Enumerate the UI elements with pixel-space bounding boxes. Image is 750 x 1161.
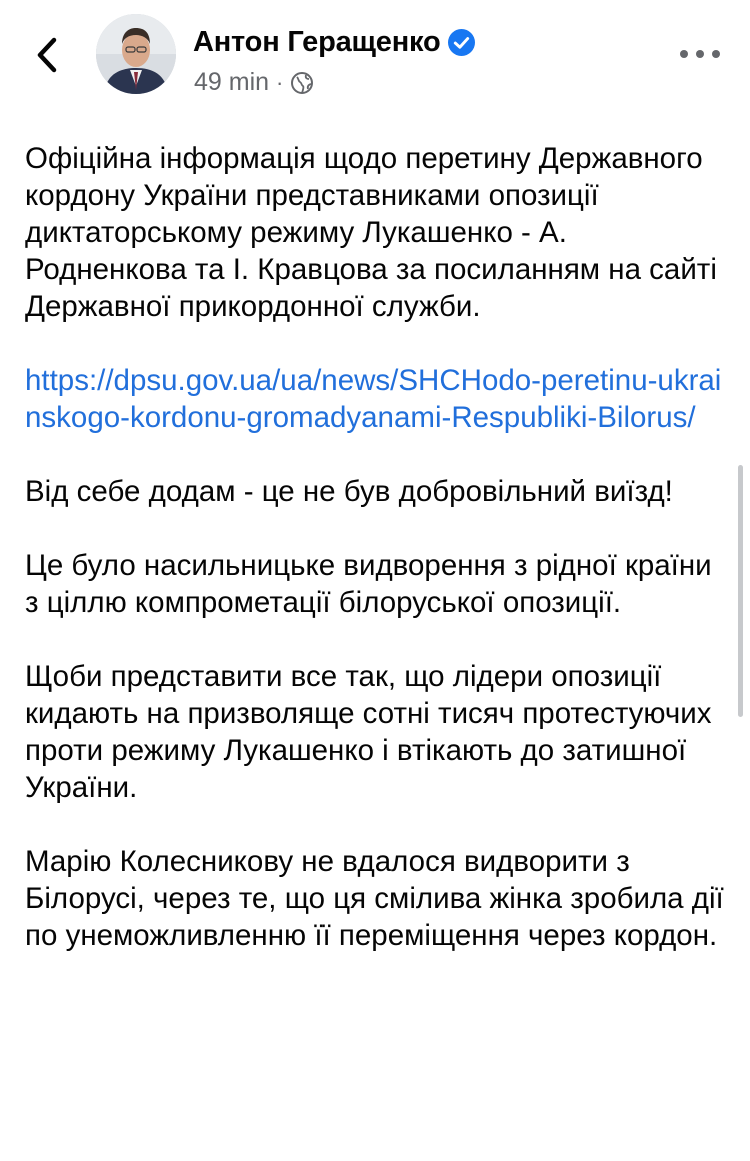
scrollbar[interactable]	[738, 465, 743, 717]
author-name[interactable]	[193, 26, 475, 59]
chevron-left-icon	[34, 35, 60, 75]
more-dot-icon	[680, 50, 688, 58]
more-options-button[interactable]	[680, 44, 720, 64]
post-link[interactable]: https://dpsu.gov.ua/ua/news/SHCHodo-peretinu-ukrainskogo-kordonu-gromadyanami-Respubliki-Bilorus/	[25, 364, 722, 434]
post-link-paragraph	[25, 362, 725, 436]
avatar-portrait	[96, 14, 176, 94]
post-body	[25, 140, 725, 991]
globe-icon[interactable]	[290, 71, 314, 95]
meta-separator: ·	[276, 69, 284, 95]
post-paragraph: Це було насильницьке видворення з рідної країни з ціллю компрометації білоруської опозиції.	[25, 549, 712, 619]
author-name-text: Антон Геращенко	[193, 26, 441, 58]
post-timestamp[interactable]: 49 min	[194, 68, 270, 96]
post-meta	[194, 68, 314, 97]
post-header	[0, 0, 750, 118]
verified-badge-icon	[448, 29, 475, 56]
post-paragraph: Офіційна інформація щодо перетину Державного кордону України представниками опозиції диктаторському режиму Лукашенко - А. Родненкова та І. Кравцова за посиланням на сайті Державної прикордонної служби.	[25, 142, 717, 323]
more-dot-icon	[712, 50, 720, 58]
back-button[interactable]	[22, 30, 72, 80]
post-paragraph: Від себе додам - це не був добровільний виїзд!	[25, 475, 673, 508]
more-dot-icon	[696, 50, 704, 58]
post-paragraph: Щоби представити все так, що лідери опозиції кидають на призволяще сотні тисяч протестуючих проти режиму Лукашенко і втікають до затишної України.	[25, 660, 712, 804]
author-avatar[interactable]	[96, 14, 176, 94]
post-paragraph: Марію Колесникову не вдалося видворити з Білорусі, через те, що ця смілива жінка зробила дії по унеможливленню її переміщення через кордон.	[25, 845, 724, 952]
